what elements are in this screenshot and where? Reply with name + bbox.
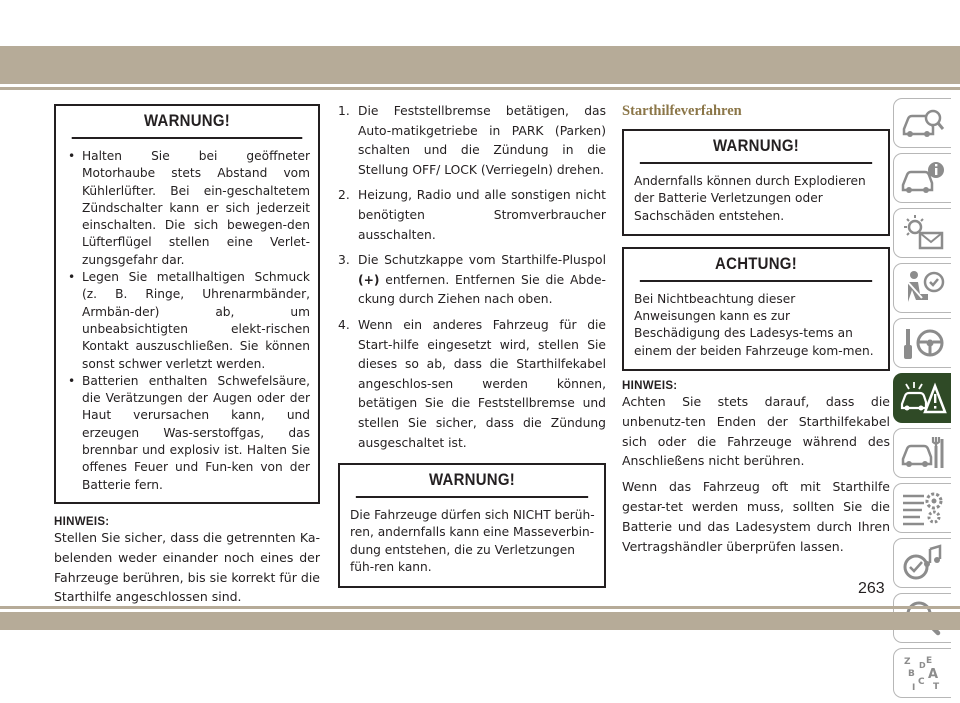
warning-item: • Batterien enthalten Schwefelsäure, die Verätzungen der Augen oder der Haut verursachen kann, und erzeugen Was-serstoffgas, das brennbar und explosiv ist. Halten Sie offenes Feuer und Fun-ken von der Batterie fern. — [66, 373, 310, 494]
advice-text: Wenn das Fahrzeug oft mit Starthilfe gestar-tet werden muss, sollten Sie die Batterie und das Ladesystem durch Ihren Vertragshändler überprüfen lassen. — [622, 479, 890, 554]
index-letter: D — [918, 661, 926, 670]
warning-title: WARNUNG! — [356, 465, 588, 498]
index-letter: Z — [903, 657, 911, 667]
tab-car-search[interactable] — [893, 98, 951, 148]
caution-body: Bei Nichtbeachtung dieser Anweisungen kann es zur Beschädigung des Ladesys-tems an einem der beiden Fahrzeuge kom-men. — [634, 291, 874, 358]
step-number: 2. — [338, 188, 350, 203]
warning-list — [66, 148, 310, 494]
index-letter: A — [927, 667, 938, 682]
tab-maintenance-specs[interactable] — [893, 483, 951, 533]
header-band — [0, 46, 960, 84]
column-middle — [338, 102, 606, 588]
steering-wheel-icon — [900, 323, 946, 363]
warning-item: • Halten Sie bei geöffneter Motorhaube stets Abstand vom Kühlerlüfter. Bei ein-geschaltetem Zündschalter kann er sich jederzeit einschalten. Die sich bewegen-den Lüfterflügel stellen eine Verlet-zungsgefahr dar. — [66, 148, 310, 269]
warning-title: WARNUNG! — [640, 131, 872, 164]
page-number: 263 — [858, 580, 885, 597]
step-number: 1. — [338, 104, 350, 118]
note-text: Achten Sie stets darauf, dass die unbenutz-ten Enden der Starthilfekabel sich oder die Fahrzeuge während des Anschließens nicht berühren. — [622, 394, 890, 469]
multimedia-icon — [900, 543, 946, 583]
tab-airbag-seatbelt[interactable] — [893, 263, 951, 313]
step-text: Die Schutzkappe vom Starthilfe-Pluspol — [358, 253, 606, 268]
note-title: HINWEIS: — [622, 380, 678, 393]
caution-box — [622, 247, 890, 371]
steps-list — [338, 102, 606, 453]
note-title: HINWEIS: — [54, 515, 110, 528]
warning-box-fan — [54, 104, 320, 504]
tab-car-tools[interactable] — [893, 428, 951, 478]
airbag-seatbelt-icon — [900, 268, 946, 308]
index-letter: T — [932, 682, 939, 692]
car-search-icon — [900, 103, 946, 143]
warning-title: WARNUNG! — [72, 106, 303, 139]
tab-roadside-warning[interactable] — [893, 373, 951, 423]
warning-box-explosion — [622, 129, 890, 236]
header-rule — [0, 87, 960, 90]
tab-dashboard-lights[interactable] — [893, 208, 951, 258]
car-tools-icon — [900, 433, 946, 473]
tab-car-info[interactable] — [893, 153, 951, 203]
step-item — [338, 102, 606, 180]
tab-steering-wheel[interactable] — [893, 318, 951, 368]
car-info-icon — [900, 158, 946, 198]
roadside-warning-icon — [900, 378, 946, 418]
section-title: Starthilfeverfahren — [622, 103, 742, 119]
step-number: 4. — [338, 317, 350, 332]
step-item — [338, 186, 606, 245]
column-right — [622, 103, 890, 556]
step-text: Wenn ein anderes Fahrzeug für die Start-hilfe eingesetzt wird, stellen Sie dieses so ab, dass die Starthilfekabel angeschlos-sen werden können, betätigen Sie die Feststellbremse und stellen Sie sicher, dass die Zündung ausgeschaltet ist. — [358, 317, 606, 450]
step-text: Die Feststellbremse betätigen, das Auto-matikgetriebe in PARK (Parken) schalten und die Zündung in die Stellung OFF/ LOCK (Verriegeln) drehen. — [358, 104, 606, 177]
dashboard-lights-icon — [900, 213, 946, 253]
caution-title: ACHTUNG! — [640, 249, 872, 282]
column-left — [54, 104, 320, 607]
index-letter: B — [907, 669, 915, 679]
index-letter: C — [917, 677, 925, 687]
warning-body: Andernfalls können durch Explodieren der Batterie Verletzungen oder Sachschäden entstehen. — [634, 174, 866, 223]
note-text: Stellen Sie sicher, dass die getrennten Ka-belenden weder einander noch eines der Fahrzeuge berühren, bis sie korrekt für die Starthilfe angeschlossen sind. — [54, 529, 320, 605]
step-text: entfernen. Entfernen Sie die Abde-ckung durch Ziehen nach oben. — [358, 272, 606, 307]
warning-body: Die Fahrzeuge dürfen sich NICHT berüh-ren, andernfalls kann eine Masseverbin-dung entstehen, die zu Verletzungen füh-ren kann. — [350, 508, 595, 574]
index-letter: E — [925, 656, 932, 666]
step-item — [338, 251, 606, 310]
step-number: 3. — [338, 253, 350, 268]
alphabet-index-icon — [900, 653, 946, 693]
warning-box-ground — [338, 463, 606, 588]
tab-alphabet-index[interactable] — [893, 648, 951, 698]
maintenance-specs-icon — [900, 488, 946, 528]
warning-item: • Legen Sie metallhaltigen Schmuck (z. B. Ringe, Uhrenarmbänder, Armbän-der) ab, um unbeabsichtigten elekt-rischen Kontakt auszuschließen. Sie können sonst schwer verletzt werden. — [66, 269, 310, 373]
step-text: Heizung, Radio und alle sonstigen nicht benötigten Stromverbraucher ausschalten. — [358, 188, 606, 242]
footer-band — [0, 612, 960, 630]
index-letter: I — [911, 683, 915, 693]
warning-body — [56, 139, 318, 502]
footer-rule — [0, 606, 960, 609]
step-item — [338, 316, 606, 453]
plus-pole-label: (+) — [358, 272, 380, 287]
tab-multimedia[interactable] — [893, 538, 951, 588]
